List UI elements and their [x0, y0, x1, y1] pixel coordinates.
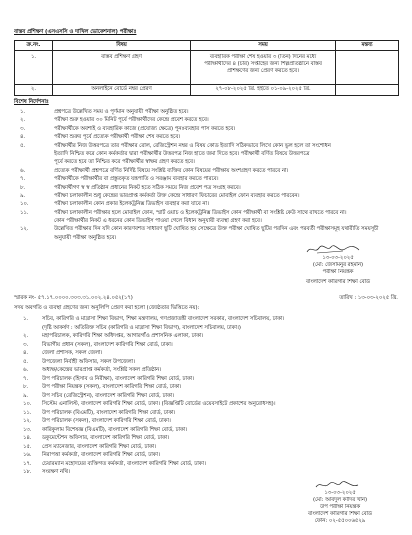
cell-serial: ২.	[15, 85, 53, 96]
copy-recipient-text	[42, 460, 398, 469]
copy-recipient-line: উপজেলা নির্বাহী অফিসার, সকল উপজেলা।	[42, 358, 135, 365]
copy-recipient-text	[42, 332, 398, 341]
instruction-text	[54, 125, 398, 133]
instruction-number: ১.	[20, 109, 26, 115]
instruction-line: পরীক্ষা শুরু হওয়ার ৩০ মিনিট পূর্বে পরীক্ষার্থীদের কেন্দ্রে প্রবেশ করতে হবে।	[54, 117, 209, 124]
memo-number: স্মারক নং- ৫৭.১৭.০০০০.৩০৩.৩১.০০২.২৪.০৫২(১৭)	[14, 295, 133, 301]
instruction-item	[14, 209, 398, 226]
signatory-phone: ফোন: ০২-৫৫০০৬৫২৯	[314, 518, 366, 524]
copy-recipient-text	[42, 375, 398, 384]
copy-recipient-number: ২.	[23, 333, 29, 339]
copy-intro: সদয় অবগতি ও ব্যবস্থা গ্রহণের জন্য অনুলিপি প্রেরণ করা হলো (জ্যেষ্ঠতার ভিত্তিতে নয়):	[14, 305, 200, 311]
copy-recipient-item	[14, 358, 398, 367]
column-header-subject: বিষয়	[53, 41, 191, 51]
copy-recipient-item	[14, 426, 398, 435]
instruction-item	[14, 125, 398, 133]
signature-image	[310, 480, 370, 490]
copy-recipient-number: ৮.	[23, 384, 29, 390]
copy-recipient-line: বিভাগীয় প্রধান (সকল), বাংলাদেশ কারিগরি শিক্ষা বোর্ড, ঢাকা।	[42, 341, 173, 348]
signatory-title: উপ পরীক্ষা নিয়ন্ত্রক	[319, 504, 361, 510]
copy-recipient-line: প্রেস ম্যানেজার, বাংলাদেশ কারিগরি শিক্ষা বোর্ড, ঢাকা।	[42, 443, 157, 450]
instruction-text	[54, 192, 398, 200]
copy-recipient-line: চেয়ারম্যান মহোদয়ের ব্যক্তিগত কর্মকর্তা, বাংলাদেশ কারিগরি শিক্ষা বোর্ড, ঢাকা।	[42, 460, 206, 467]
instruction-item	[14, 175, 398, 183]
instruction-text	[54, 225, 398, 242]
instruction-text	[54, 108, 398, 116]
instruction-line: প্রশ্নপত্রে উল্লেখিত সময় ও পূর্ণমান অনুযায়ী পরীক্ষা অনুষ্ঠিত হবে।	[54, 109, 189, 115]
copy-recipient-number: ১৬.	[23, 452, 32, 458]
instruction-list	[14, 108, 398, 242]
instruction-text	[54, 116, 398, 124]
cell-time-line: ব্যবহারিক পরীক্ষা শেষ হওয়ার ৩ (তিন) দিনের মধ্যে	[209, 54, 317, 60]
signatory-org: বাংলাদেশ কারিগরি শিক্ষা বোর্ড	[308, 511, 372, 517]
instruction-item	[14, 133, 398, 141]
instruction-item	[14, 167, 398, 175]
copy-recipient-line: উপ পরিচালক (সকল), বাংলাদেশ কারিগরি শিক্ষা বোর্ড, ঢাকা।	[42, 418, 171, 424]
instruction-line: পরীক্ষা চলাকালীন কোন প্রকার ইলেকট্রনিক্স ডিভাইস ব্যবহার করা যাবে না।	[54, 201, 209, 208]
instruction-number: ৪.	[20, 134, 26, 141]
copy-recipient-line: মহাপরিচালক, কারিগরি শিক্ষা অধিদপ্তর, আগারগাঁও প্রশাসনিক এলাকা, ঢাকা।	[42, 333, 204, 339]
copy-recipient-text	[42, 349, 398, 358]
instruction-line: উল্লেখিত পরীক্ষার দিন যদি কোন কারণবশত সাধারণ ছুটি ঘোষিত হয় সেক্ষেত্রে উক্ত পরীক্ষা ঘোষিত ছুটির পরদিন এবং পরবর্তী পরীক্ষাসমূহ যথারীতি সময়সূচী	[54, 226, 379, 233]
instruction-line: ইত্যাদি নিশ্চিত করে কোন কর্মকর্তার দ্বারা পরীক্ষার্থীর উত্তরপত্র নিজ হাতে জমা দিতে হবে। পরীক্ষার্থী বর্ণিত বিষয়ে উত্তরপত্রে	[54, 150, 310, 157]
signature-block-deputy	[288, 480, 392, 525]
cell-time-line: পরীক্ষার্থীদের ৪ (চার) সপ্তাহের জন্য শিল্পপ্রতিষ্ঠানে বাস্তব	[204, 61, 322, 67]
column-header-remarks: মন্তব্য	[336, 41, 399, 51]
copy-recipient-line: (দৃষ্টি আকর্ষণ : অতিরিক্ত সচিব (কারিগরি ও মাদ্রাসা শিক্ষা বিভাগ), বাংলাদেশ সচিবালয়, ঢাকা।)	[42, 324, 241, 331]
copy-recipient-list	[14, 315, 398, 477]
copy-recipient-text	[42, 315, 398, 332]
section-heading: বাস্তব প্রশিক্ষণ (এসএসসি ও দাখিল ভোকেশনাল) পরীক্ষাঃ	[14, 29, 137, 35]
instruction-number: ২.	[20, 117, 26, 124]
instruction-line: পরীক্ষা চলাকালীন শুধু কেন্দ্রের ভারপ্রাপ্ত কর্মকর্তা উক্ত কেন্দ্রে সাধারণ ফিচারের মোবাইল ফোন ব্যবহার করতে পারবেন।	[54, 192, 300, 199]
signatory-org: বাংলাদেশ কারিগরি শিক্ষা বোর্ড	[306, 279, 370, 285]
cell-remarks	[336, 51, 399, 85]
copy-recipient-number: ১৪.	[23, 435, 32, 441]
signatory-title: পরীক্ষা নিয়ন্ত্রক	[322, 269, 354, 275]
cell-subject: অনলাইনে বোর্ডে নম্বর প্রেরণ	[53, 85, 191, 96]
copy-recipient-number: ৪.	[23, 350, 29, 356]
copy-recipient-item	[14, 341, 398, 350]
copy-recipient-text	[42, 451, 398, 460]
instruction-line: কোন পরীক্ষার্থীর নিকট এ ধরনের কোন ডিভাইস পাওয়া গেলে বিধান অনুযায়ী ব্যবস্থা গ্রহণ করা হবে।	[54, 218, 262, 225]
copy-recipient-number: ১০.	[23, 401, 32, 407]
copy-recipient-text	[42, 434, 398, 443]
signature-block-controller	[286, 243, 390, 286]
copy-recipient-line: উপ পরীক্ষা নিয়ন্ত্রক (সকল), বাংলাদেশ কারিগরি শিক্ষা বোর্ড, ঢাকা।	[42, 384, 182, 390]
copy-recipient-text	[42, 358, 398, 367]
schedule-table	[14, 40, 399, 96]
copy-recipient-line: সচিব, কারিগরি ও মাদ্রাসা শিক্ষা বিভাগ, শিক্ষা মন্ত্রণালয়, গণপ্রজাতন্ত্রী বাংলাদেশ সরকার, বাংলাদেশ সচিবালয়, ঢাকা।	[42, 316, 285, 322]
copy-recipient-number: ৬.	[23, 367, 29, 373]
copy-recipient-text	[42, 341, 398, 350]
copy-recipient-number: ১২.	[23, 418, 32, 424]
column-header-time: সময়	[191, 41, 336, 51]
cell-serial: ১.	[15, 51, 53, 85]
copy-recipient-number: ১১.	[23, 409, 32, 416]
cell-time-line: প্রশিক্ষণের জন্য প্রেরণ করতে হবে।	[226, 68, 299, 74]
signature-date: ১৩-০৩-২০২৫	[322, 255, 354, 261]
instruction-line: পরীক্ষার্থীগণ স্ব স্ব প্রতিষ্ঠান প্রধানের নিকট হতে সঠিক সময়ে নিজ প্রবেশ পত্র সংগ্রহ করবে।	[54, 184, 241, 191]
instruction-line: অনুযায়ী পরীক্ষা অনুষ্ঠিত হবে।	[54, 234, 117, 241]
copy-recipient-item	[14, 460, 398, 469]
copy-recipient-line: সংরক্ষণ নথি।	[42, 469, 70, 475]
copy-recipient-line: ডকুমেন্টেশন অফিসার, বাংলাদেশ কারিগরি শিক্ষা বোর্ড, ঢাকা।	[42, 435, 170, 441]
copy-recipient-item	[14, 468, 398, 477]
copy-recipient-item	[14, 366, 398, 375]
instruction-number: ৮.	[20, 184, 26, 191]
instruction-item	[14, 142, 398, 167]
copy-recipient-number: ১.	[23, 316, 29, 322]
instruction-text	[54, 184, 398, 192]
signature-date: ১৩-০৩-২০২৫	[324, 490, 356, 496]
instruction-text	[54, 200, 398, 208]
copy-recipient-text	[42, 383, 398, 392]
instruction-item	[14, 192, 398, 200]
cell-remarks	[336, 85, 399, 96]
cell-time	[191, 85, 336, 96]
instruction-number: ৩.	[20, 125, 26, 132]
copy-recipient-text	[42, 443, 398, 452]
copy-recipient-item	[14, 392, 398, 401]
instruction-line: পরীক্ষার্থীকে পরীক্ষার্থীর বা প্রস্তুতকৃত যন্ত্রপাতি ও সরঞ্জাম ব্যবহার করতে পারবে।	[54, 176, 219, 183]
instruction-item	[14, 108, 398, 116]
copy-recipient-number: ১৭.	[23, 460, 32, 467]
instruction-item	[14, 200, 398, 208]
instruction-text	[54, 133, 398, 141]
table-row	[15, 51, 399, 85]
copy-recipient-item	[14, 451, 398, 460]
signatory-name: (মো: আবদুল কাদির খান)	[312, 497, 368, 503]
copy-recipient-number: ৫.	[23, 358, 29, 365]
instruction-number: ৭.	[20, 176, 26, 183]
copy-recipient-line: কারিকুলাম বিশেষজ্ঞ (বিএমটি), বাংলাদেশ কারিগরি শিক্ষা বোর্ড, ঢাকা।	[42, 426, 188, 433]
instruction-line: পরীক্ষার্থীকে অবশ্যই ও ব্যবহারিক কাজে (প্রযোজ্য ক্ষেত্রে) পুনঃব্যবহার পাস করতে হবে।	[54, 125, 236, 132]
copy-recipient-item	[14, 332, 398, 341]
copy-recipient-number: ১৮.	[23, 469, 32, 475]
instruction-text	[54, 167, 398, 175]
instruction-line: পরীক্ষা চলাকালীন পরীক্ষার হলে মোবাইল ফোন, স্মার্ট ওয়াচ ও ইলেকট্রনিক্স ডিভাইস কোন পরীক্ষার্থী বা সংশ্লিষ্ট কেউ সাথে রাখতে পারবে না।	[54, 209, 347, 216]
instruction-number: ৯.	[20, 192, 26, 199]
copy-recipient-text	[42, 409, 398, 418]
instruction-item	[14, 116, 398, 124]
column-header-serial: ক্র.নং.	[15, 41, 53, 51]
copy-recipient-text	[42, 366, 398, 375]
copy-recipient-line: সিস্টেম এনালিস্ট, বাংলাদেশ কারিগরি শিক্ষা বোর্ড, ঢাকা। (বিজ্ঞপ্তিটি বোর্ডের ওয়েবসাইটে প্রকাশের অনুরোধসহ)।	[42, 401, 276, 407]
instruction-line: প্রত্যেক পরীক্ষার্থী প্রশ্নপত্রে বর্ণিত নির্দিষ্ট বিষয়ে সংশ্লিষ্ট ব্যক্তির কোন বিষয়ের পরীক্ষায় অংশগ্রহণ করতে পারবে না।	[54, 167, 289, 174]
copy-recipient-number: ৩.	[23, 341, 29, 348]
cell-time	[191, 51, 336, 85]
signatory-name: (মো: জেসমিনুর রহমান)	[312, 262, 364, 268]
instruction-line: পরীক্ষার্থীর নিজ উত্তরপত্রে তার পরীক্ষার রোল, রেজিস্ট্রেশন নম্বর ও বিষয় কোড ইত্যাদি সঠিকভাবে লিখে কোন ভুল হলে তা সংশোধন	[54, 142, 331, 149]
instruction-text	[54, 175, 398, 183]
signature-image	[303, 243, 373, 255]
copy-recipient-item	[14, 400, 398, 409]
instruction-line: পূর্বে করতে হবে তা নিশ্চিত করে পরীক্ষার্থীর স্বাক্ষর গ্রহণ করতে হবে।	[54, 159, 195, 166]
instruction-text	[54, 209, 398, 226]
copy-recipient-line: নিরাপত্তা কর্মকর্তা, বাংলাদেশ কারিগরি শিক্ষা বোর্ড, ঢাকা।	[42, 452, 160, 458]
copy-recipient-item	[14, 417, 398, 426]
instruction-item	[14, 225, 398, 242]
instruction-number: ৬.	[20, 167, 26, 174]
copy-recipient-line: অধ্যক্ষ/কেন্দ্রের ভারপ্রাপ্ত কর্মকর্তা, সংশ্লিষ্ট সকল প্রতিষ্ঠান।	[42, 367, 162, 373]
instruction-text	[54, 142, 398, 167]
copy-recipient-text	[42, 426, 398, 435]
table-header-row	[15, 41, 399, 51]
copy-recipient-line: উপ সচিব (রেজিস্ট্রেশন), বাংলাদেশ কারিগরি শিক্ষা বোর্ড, ঢাকা।	[42, 392, 175, 399]
instruction-line: পরীক্ষা শুরুর পূর্বে প্রত্যেক পরীক্ষার্থী পরীক্ষা শেষ করতে হবে।	[54, 134, 181, 141]
copy-recipient-number: ৭.	[23, 375, 29, 382]
copy-recipient-text	[42, 468, 398, 477]
instruction-number: ১১.	[20, 209, 29, 216]
copy-recipient-item	[14, 443, 398, 452]
copy-recipient-item	[14, 315, 398, 332]
copy-recipient-number: ৯.	[23, 392, 29, 399]
special-instructions-title: বিশেষ নির্দেশনাঃ	[14, 99, 49, 105]
copy-recipient-text	[42, 417, 398, 426]
instruction-number: ৫.	[20, 142, 26, 149]
table-row	[15, 85, 399, 96]
copy-recipient-text	[42, 392, 398, 401]
copy-recipient-number: ১৫.	[23, 443, 32, 450]
memo-date: তারিখ : ১৩-০৩-২০২৫ খ্রি.	[339, 295, 398, 301]
copy-recipient-item	[14, 409, 398, 418]
cell-subject: বাস্তব প্রশিক্ষণ গ্রহণ	[53, 51, 191, 85]
copy-recipient-item	[14, 349, 398, 358]
copy-recipient-item	[14, 375, 398, 384]
instruction-item	[14, 184, 398, 192]
instruction-number: ১০.	[20, 201, 29, 208]
copy-recipient-text	[42, 400, 398, 409]
copy-recipient-item	[14, 383, 398, 392]
copy-recipient-item	[14, 434, 398, 443]
cell-time-line: ২৭-০৮-২০২৫ খ্রি. হইতে ০১-০৯-২০২৫ খ্রি.	[215, 86, 311, 92]
instruction-number: ১২.	[20, 226, 29, 233]
copy-recipient-line: উপ পরিচালক (বিএমটি), বাংলাদেশ কারিগরি শিক্ষা বোর্ড, ঢাকা।	[42, 409, 176, 416]
copy-recipient-number: ১৩.	[23, 426, 32, 433]
copy-recipient-line: উপ পরিচালক (হিসাব ও নিরীক্ষা), বাংলাদেশ কারিগরি শিক্ষা বোর্ড, ঢাকা।	[42, 375, 195, 382]
copy-recipient-line: জেলা প্রশাসক, সকল জেলা।	[42, 350, 103, 356]
